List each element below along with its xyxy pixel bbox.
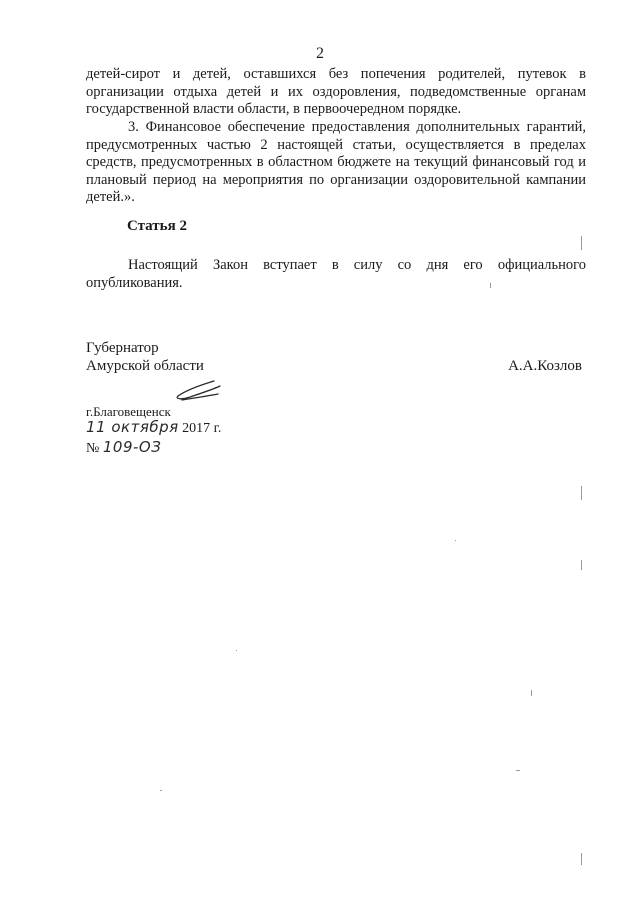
handwritten-date: 11 октября [86,418,179,436]
signer-title-line1: Губернатор [86,340,159,356]
signer-title [86,340,204,375]
signer-name: А.А.Козлов [508,358,582,374]
place-of-signing: г.Благовещенск [86,404,171,419]
paragraph-continuation: детей-сирот и детей, оставшихся без попечения родителей, путевок в организации отдыха детей и их оздоровления, подведомственные органам государственной власти области, в первоочередном порядке. [86,66,586,118]
article-heading: Статья 2 [127,218,187,234]
paragraph-financing: 3. Финансовое обеспечение предоставления дополнительных гарантий, предусмотренных частью 2 настоящей статьи, осуществляется в пределах средств, предусмотренных в областном бюджете на текущий финансовый год и плановый период на мероприятия по организации оздоровительной кампании детей.». [86,119,586,206]
signer-title-line2: Амурской области [86,357,204,374]
number-sign: № [86,441,100,456]
page-number: 2 [316,45,324,62]
law-number [86,438,161,457]
date-year: 2017 г. [182,421,222,436]
paragraph-entry-into-force: Настоящий Закон вступает в силу со дня его официального опубликования. [86,257,586,291]
handwritten-signature [168,376,228,406]
signing-date [86,418,221,437]
handwritten-law-number: 109-ОЗ [102,438,162,456]
